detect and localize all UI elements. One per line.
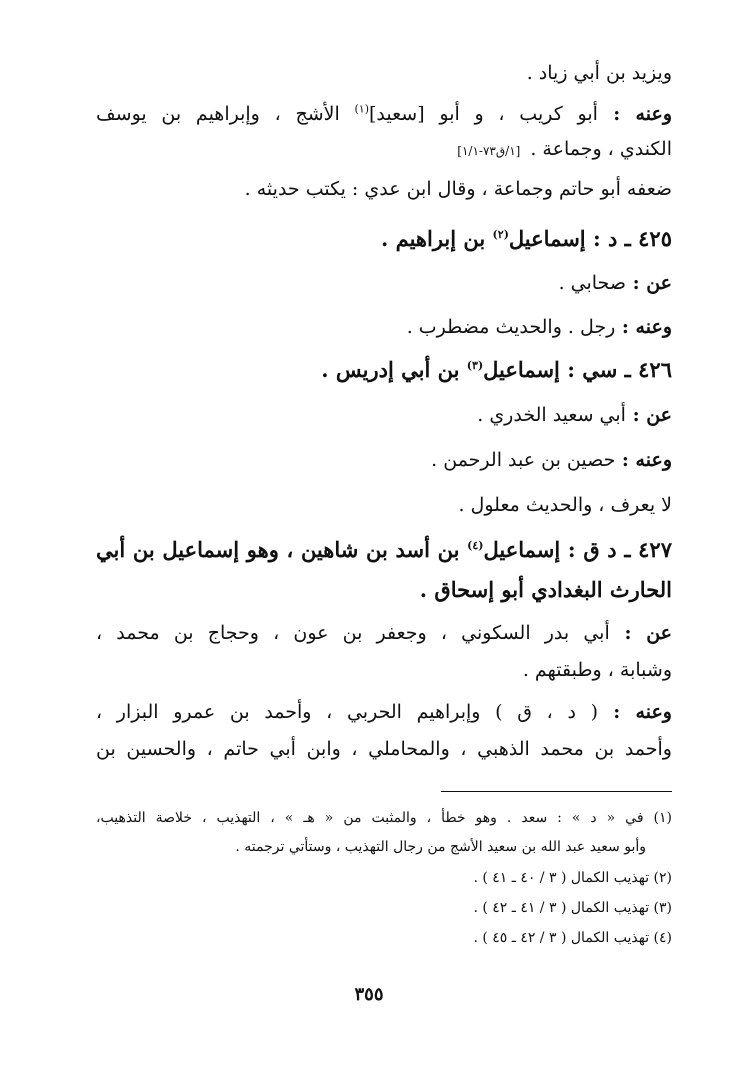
text-line: عن : صحابي . bbox=[558, 272, 672, 294]
text-line: عن : أبي سعيد الخدري . bbox=[477, 404, 672, 426]
label: عن : bbox=[609, 622, 672, 644]
label: وعنه : bbox=[615, 316, 672, 338]
footnote: (٣) تهذيب الكمال ( ٣ / ٤١ ـ ٤٢ ) . bbox=[473, 900, 672, 916]
text-line: عن : أبي بدر السكوني ، وجعفر بن عون ، وحجاج بن محمد ، bbox=[96, 622, 672, 644]
text-line: وعنه : رجل . والحديث مضطرب . bbox=[406, 316, 672, 338]
footnote-ref: (١) bbox=[354, 102, 370, 116]
label: عن : bbox=[625, 272, 672, 294]
text-line: وعنه : ( د ، ق ) وإبراهيم الحربي ، وأحمد بن عمرو البزار ، bbox=[96, 701, 672, 723]
footnote: (١) في « د » : سعد . وهو خطأ ، والمثبت من « هـ » ، التهذيب ، خلاصة التذهيب، bbox=[96, 810, 672, 826]
text-line: لا يعرف ، والحديث معلول . bbox=[458, 494, 672, 516]
text-line: وأحمد بن محمد الذهبي ، والمحاملي ، وابن أبي حاتم ، والحسين بن bbox=[96, 738, 672, 760]
label: وعنه : bbox=[598, 701, 672, 723]
footnote: (٤) تهذيب الكمال ( ٣ / ٤٢ ـ ٤٥ ) . bbox=[473, 930, 672, 946]
text-line: وعنه : حصين بن عبد الرحمن . bbox=[431, 449, 672, 471]
footnote-ref: (٣) bbox=[466, 359, 484, 372]
text-line: وعنه : أبو كريب ، و أبو [سعيد]$^{(١)}$ الأشج ، وإبراهيم بن يوسف bbox=[96, 102, 672, 125]
footnote-rule bbox=[441, 791, 672, 792]
footnote: (٢) تهذيب الكمال ( ٣ / ٤٠ ـ ٤١ ) . bbox=[473, 870, 672, 886]
text-line: ويزيد بن أبي زياد . bbox=[526, 62, 672, 84]
footnote-ref: (٢) bbox=[492, 228, 509, 241]
label: وعنه : bbox=[615, 449, 672, 471]
folio-marker: [١/ق٧٣-١/١] bbox=[457, 144, 521, 158]
entry-heading: ٤٢٥ ـ د : إسماعيل$^{(٢)}$ بن إبراهيم . bbox=[380, 226, 672, 251]
entry-heading-continued: الحارث البغدادي أبو إسحاق . bbox=[419, 577, 672, 602]
page-number: ٣٥٥ bbox=[354, 984, 384, 1005]
text-line: ضعفه أبو حاتم وجماعة ، وقال ابن عدي : يكتب حديثه . bbox=[244, 178, 672, 200]
label: عن : bbox=[625, 404, 672, 426]
entry-heading: ٤٢٦ ـ سي : إسماعيل$^{(٣)}$ بن أبي إدريس . bbox=[321, 357, 672, 382]
text-line: الكندي ، وجماعة .[١/ق٧٣-١/١] bbox=[457, 138, 672, 160]
text-line: وشبابة ، وطبقتهم . bbox=[522, 659, 672, 681]
entry-heading: ٤٢٧ ـ د ق : إسماعيل$^{(٤)}$ بن أسد بن شاهين ، وهو إسماعيل بن أبي bbox=[96, 537, 672, 562]
footnote-ref: (٤) bbox=[467, 539, 484, 552]
footnote: وأبو سعيد عبد الله بن سعيد الأشج من رجال التهذيب ، وستأتي ترجمته . bbox=[235, 839, 646, 855]
label: وعنه : bbox=[597, 103, 672, 125]
